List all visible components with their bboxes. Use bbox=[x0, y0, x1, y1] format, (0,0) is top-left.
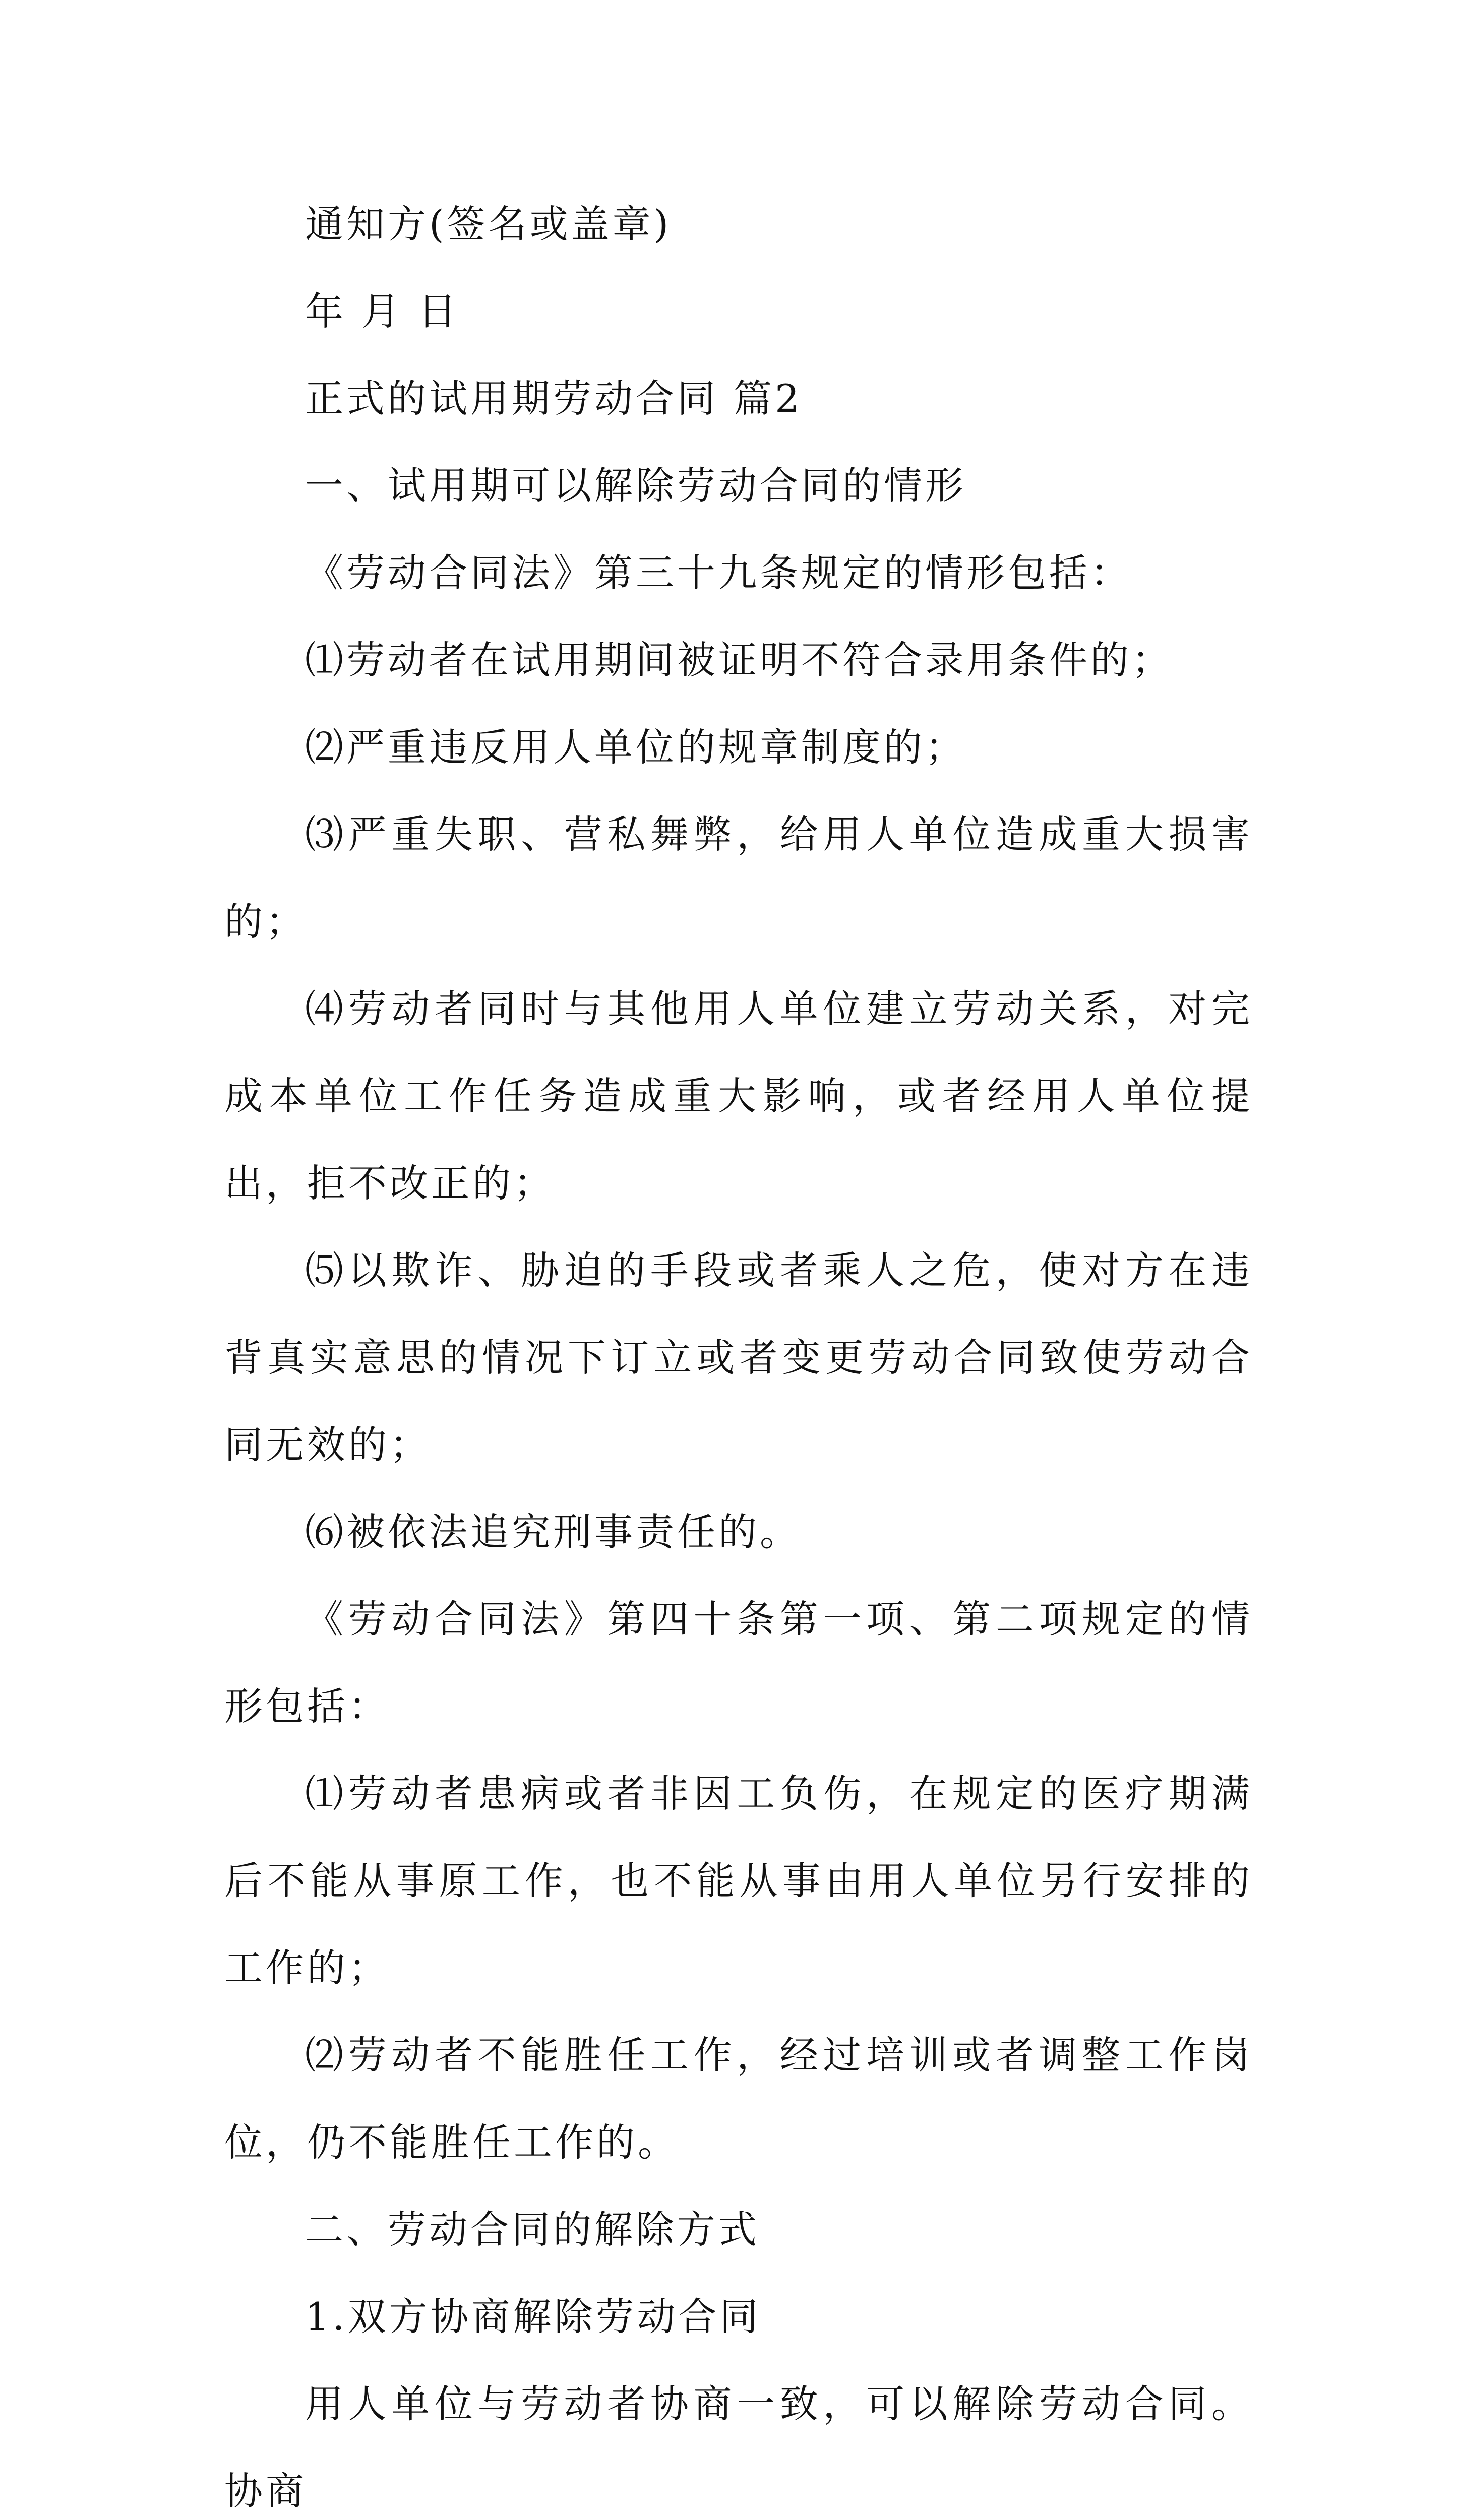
paragraph-article-40-item-2: ⑵劳动者不能胜任工作，经过培训或者调整工作岗位，仍不能胜任工作的。 bbox=[224, 2033, 1253, 2165]
paragraph-heading-2: 二、劳动合同的解除方式 bbox=[305, 2207, 760, 2252]
paragraph-item-1: ⑴劳动者在试用期间被证明不符合录用条件的； bbox=[305, 638, 1173, 682]
paragraph-item-5: ⑸以欺诈、胁迫的手段或者乘人之危，使对方在违背真实意思的情况下订立或者变更劳动合同致使劳动合同无效的； bbox=[224, 1248, 1253, 1467]
paragraph-subheading-1: 1.双方协商解除劳动合同 bbox=[305, 2294, 761, 2339]
paragraph-negotiation-text: 用人单位与劳动者协商一致，可以解除劳动合同。协商 bbox=[224, 2381, 1253, 2513]
paragraph-article-39-intro: 《劳动合同法》第三十九条规定的情形包括： bbox=[305, 550, 1132, 595]
paragraph-item-2: ⑵严重违反用人单位的规章制度的； bbox=[305, 725, 966, 770]
document-body bbox=[224, 180, 1253, 2520]
paragraph-article-40-intro: 《劳动合同法》第四十条第一项、第二项规定的情形包括： bbox=[224, 1597, 1253, 1729]
paragraph-date-line: 年 月 日 bbox=[305, 289, 460, 334]
paragraph-item-6: ⑹被依法追究刑事责任的。 bbox=[305, 1509, 801, 1554]
paragraph-section-title: 正式的试用期劳动合同 篇2 bbox=[305, 376, 803, 421]
paragraph-article-40-item-1: ⑴劳动者患病或者非因工负伤，在规定的医疗期满后不能从事原工作，也不能从事由用人单位另行安排的工作的； bbox=[224, 1771, 1253, 1990]
paragraph-notifier-signature: 通知方(签名或盖章) bbox=[305, 202, 672, 246]
paragraph-item-4: ⑷劳动者同时与其他用人单位建立劳动关系，对完成本单位工作任务造成重大影响，或者经用人单位提出，拒不改正的； bbox=[224, 986, 1253, 1206]
paragraph-heading-1: 一、试用期可以解除劳动合同的情形 bbox=[305, 463, 966, 508]
paragraph-item-3: ⑶严重失职、营私舞弊，给用人单位造成重大损害的； bbox=[224, 812, 1253, 944]
